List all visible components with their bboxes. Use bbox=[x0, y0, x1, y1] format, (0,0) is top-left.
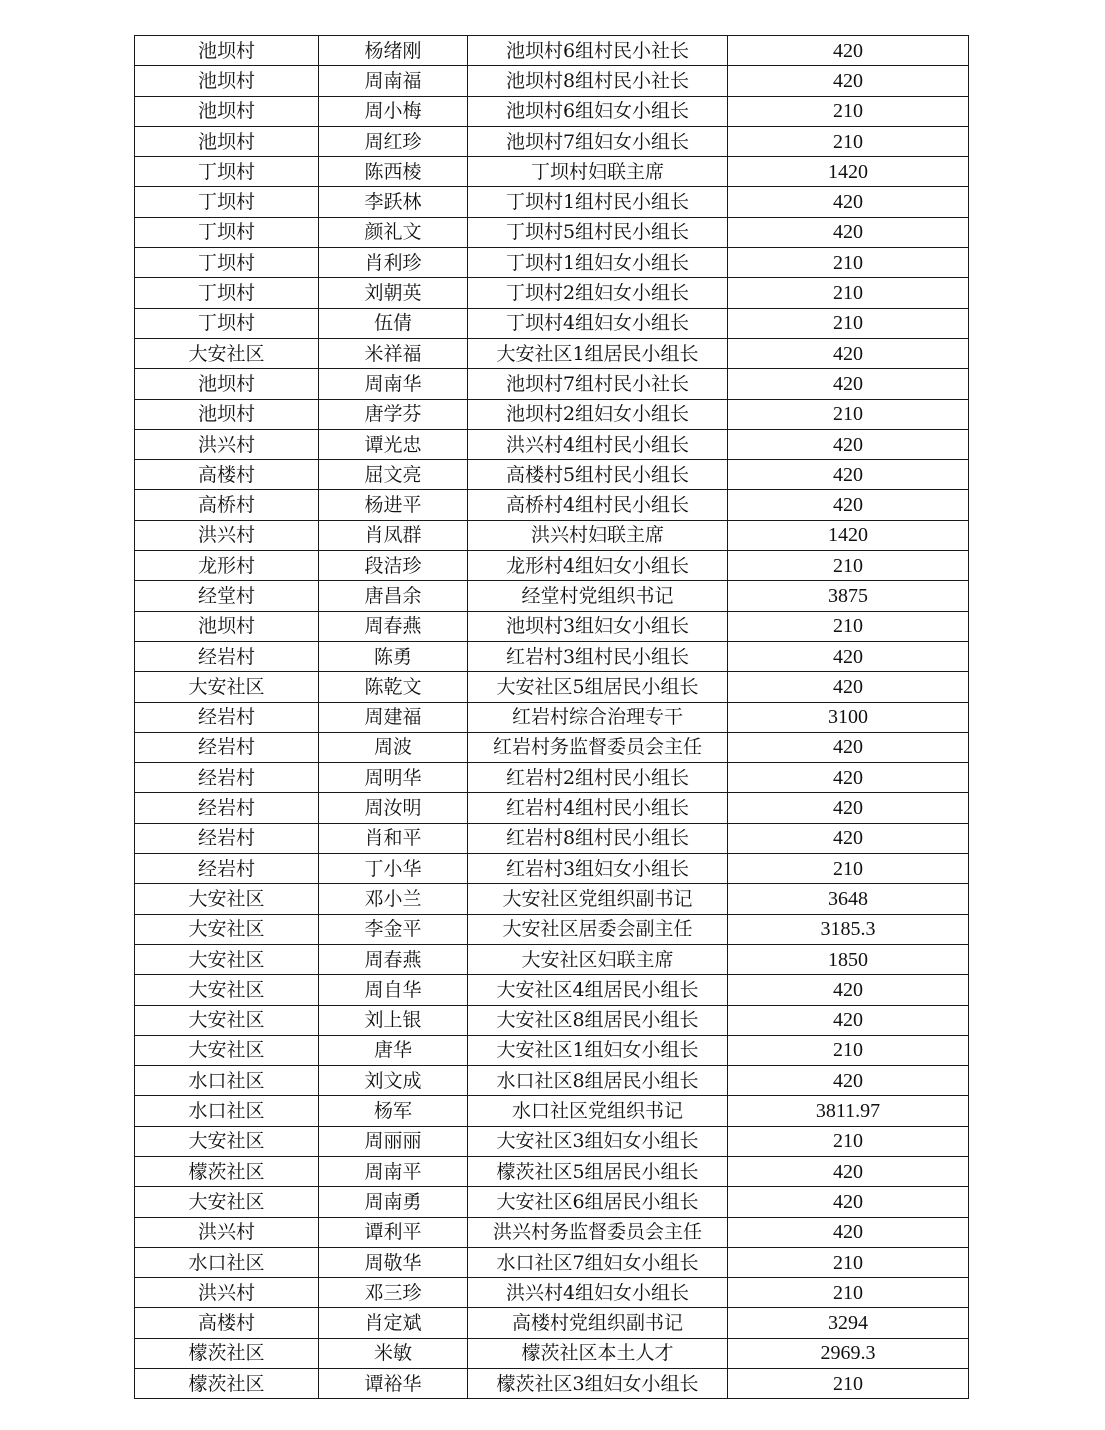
name-cell: 邓小兰 bbox=[319, 884, 468, 914]
name-cell: 刘文成 bbox=[319, 1066, 468, 1096]
village-cell: 经岩村 bbox=[135, 732, 319, 762]
name-cell: 丁小华 bbox=[319, 854, 468, 884]
village-cell: 经岩村 bbox=[135, 823, 319, 853]
amount-cell: 210 bbox=[728, 308, 969, 338]
village-cell: 经岩村 bbox=[135, 793, 319, 823]
name-cell: 唐华 bbox=[319, 1035, 468, 1065]
table-row bbox=[135, 460, 969, 490]
position-cell: 檬茨社区本土人才 bbox=[468, 1338, 728, 1368]
position-cell: 檬茨社区5组居民小组长 bbox=[468, 1156, 728, 1186]
position-cell: 红岩村4组村民小组长 bbox=[468, 793, 728, 823]
village-cell: 经岩村 bbox=[135, 763, 319, 793]
village-cell: 丁坝村 bbox=[135, 308, 319, 338]
amount-cell: 210 bbox=[728, 399, 969, 429]
village-cell: 丁坝村 bbox=[135, 217, 319, 247]
position-cell: 红岩村8组村民小组长 bbox=[468, 823, 728, 853]
name-cell: 邓三珍 bbox=[319, 1278, 468, 1308]
position-cell: 大安社区党组织副书记 bbox=[468, 884, 728, 914]
table-row bbox=[135, 66, 969, 96]
position-cell: 大安社区居委会副主任 bbox=[468, 914, 728, 944]
village-cell: 洪兴村 bbox=[135, 1278, 319, 1308]
amount-cell: 210 bbox=[728, 1035, 969, 1065]
village-cell: 高桥村 bbox=[135, 490, 319, 520]
position-cell: 红岩村务监督委员会主任 bbox=[468, 732, 728, 762]
table-row bbox=[135, 248, 969, 278]
table-row bbox=[135, 914, 969, 944]
amount-cell: 2969.3 bbox=[728, 1338, 969, 1368]
position-cell: 丁坝村1组村民小组长 bbox=[468, 187, 728, 217]
amount-cell: 210 bbox=[728, 854, 969, 884]
name-cell: 周春燕 bbox=[319, 944, 468, 974]
name-cell: 肖利珍 bbox=[319, 248, 468, 278]
name-cell: 谭光忠 bbox=[319, 429, 468, 459]
table-row bbox=[135, 732, 969, 762]
position-cell: 大安社区3组妇女小组长 bbox=[468, 1126, 728, 1156]
position-cell: 池坝村7组妇女小组长 bbox=[468, 126, 728, 156]
position-cell: 红岩村3组妇女小组长 bbox=[468, 854, 728, 884]
amount-cell: 420 bbox=[728, 1187, 969, 1217]
village-cell: 檬茨社区 bbox=[135, 1338, 319, 1368]
name-cell: 肖凤群 bbox=[319, 520, 468, 550]
table-row bbox=[135, 823, 969, 853]
name-cell: 米祥福 bbox=[319, 338, 468, 368]
amount-cell: 1850 bbox=[728, 944, 969, 974]
village-cell: 池坝村 bbox=[135, 126, 319, 156]
amount-cell: 420 bbox=[728, 823, 969, 853]
village-cell: 经岩村 bbox=[135, 641, 319, 671]
table-row bbox=[135, 975, 969, 1005]
amount-cell: 420 bbox=[728, 429, 969, 459]
name-cell: 唐学芬 bbox=[319, 399, 468, 429]
village-cell: 大安社区 bbox=[135, 1187, 319, 1217]
village-cell: 大安社区 bbox=[135, 884, 319, 914]
table-row bbox=[135, 581, 969, 611]
amount-cell: 210 bbox=[728, 96, 969, 126]
village-cell: 池坝村 bbox=[135, 96, 319, 126]
village-cell: 大安社区 bbox=[135, 944, 319, 974]
position-cell: 池坝村6组妇女小组长 bbox=[468, 96, 728, 126]
table-row bbox=[135, 1217, 969, 1247]
position-cell: 池坝村2组妇女小组长 bbox=[468, 399, 728, 429]
name-cell: 陈乾文 bbox=[319, 672, 468, 702]
position-cell: 水口社区8组居民小组长 bbox=[468, 1066, 728, 1096]
village-cell: 洪兴村 bbox=[135, 429, 319, 459]
amount-cell: 210 bbox=[728, 248, 969, 278]
table-row bbox=[135, 399, 969, 429]
village-cell: 水口社区 bbox=[135, 1066, 319, 1096]
amount-cell: 3294 bbox=[728, 1308, 969, 1338]
name-cell: 陈勇 bbox=[319, 641, 468, 671]
position-cell: 池坝村3组妇女小组长 bbox=[468, 611, 728, 641]
amount-cell: 420 bbox=[728, 1217, 969, 1247]
name-cell: 周自华 bbox=[319, 975, 468, 1005]
table-row bbox=[135, 763, 969, 793]
position-cell: 洪兴村4组村民小组长 bbox=[468, 429, 728, 459]
position-cell: 丁坝村5组村民小组长 bbox=[468, 217, 728, 247]
name-cell: 李金平 bbox=[319, 914, 468, 944]
name-cell: 杨进平 bbox=[319, 490, 468, 520]
position-cell: 经堂村党组织书记 bbox=[468, 581, 728, 611]
roster-table-body bbox=[135, 36, 969, 1399]
village-cell: 大安社区 bbox=[135, 1005, 319, 1035]
name-cell: 周汝明 bbox=[319, 793, 468, 823]
village-cell: 丁坝村 bbox=[135, 278, 319, 308]
amount-cell: 3648 bbox=[728, 884, 969, 914]
table-row bbox=[135, 96, 969, 126]
position-cell: 丁坝村妇联主席 bbox=[468, 157, 728, 187]
table-row bbox=[135, 1096, 969, 1126]
table-row bbox=[135, 641, 969, 671]
roster-table bbox=[134, 35, 969, 1399]
name-cell: 肖定斌 bbox=[319, 1308, 468, 1338]
table-row bbox=[135, 672, 969, 702]
name-cell: 周波 bbox=[319, 732, 468, 762]
amount-cell: 420 bbox=[728, 338, 969, 368]
name-cell: 周春燕 bbox=[319, 611, 468, 641]
position-cell: 池坝村7组村民小社长 bbox=[468, 369, 728, 399]
village-cell: 洪兴村 bbox=[135, 1217, 319, 1247]
amount-cell: 420 bbox=[728, 641, 969, 671]
position-cell: 大安社区1组居民小组长 bbox=[468, 338, 728, 368]
amount-cell: 420 bbox=[728, 460, 969, 490]
amount-cell: 420 bbox=[728, 1005, 969, 1035]
position-cell: 檬茨社区3组妇女小组长 bbox=[468, 1369, 728, 1399]
village-cell: 池坝村 bbox=[135, 369, 319, 399]
amount-cell: 420 bbox=[728, 1156, 969, 1186]
name-cell: 刘上银 bbox=[319, 1005, 468, 1035]
position-cell: 红岩村综合治理专干 bbox=[468, 702, 728, 732]
table-row bbox=[135, 1035, 969, 1065]
village-cell: 池坝村 bbox=[135, 399, 319, 429]
position-cell: 高楼村5组村民小组长 bbox=[468, 460, 728, 490]
amount-cell: 420 bbox=[728, 36, 969, 66]
village-cell: 大安社区 bbox=[135, 914, 319, 944]
amount-cell: 1420 bbox=[728, 157, 969, 187]
table-row bbox=[135, 793, 969, 823]
table-row bbox=[135, 1126, 969, 1156]
amount-cell: 420 bbox=[728, 66, 969, 96]
village-cell: 檬茨社区 bbox=[135, 1156, 319, 1186]
table-row bbox=[135, 1005, 969, 1035]
name-cell: 周南华 bbox=[319, 369, 468, 399]
amount-cell: 420 bbox=[728, 217, 969, 247]
amount-cell: 3100 bbox=[728, 702, 969, 732]
name-cell: 周南福 bbox=[319, 66, 468, 96]
amount-cell: 3185.3 bbox=[728, 914, 969, 944]
village-cell: 大安社区 bbox=[135, 975, 319, 1005]
position-cell: 大安社区6组居民小组长 bbox=[468, 1187, 728, 1217]
name-cell: 唐昌余 bbox=[319, 581, 468, 611]
village-cell: 檬茨社区 bbox=[135, 1369, 319, 1399]
village-cell: 水口社区 bbox=[135, 1247, 319, 1277]
name-cell: 周红珍 bbox=[319, 126, 468, 156]
table-row bbox=[135, 944, 969, 974]
amount-cell: 420 bbox=[728, 369, 969, 399]
table-row bbox=[135, 36, 969, 66]
village-cell: 高楼村 bbox=[135, 1308, 319, 1338]
amount-cell: 420 bbox=[728, 490, 969, 520]
position-cell: 水口社区7组妇女小组长 bbox=[468, 1247, 728, 1277]
village-cell: 经岩村 bbox=[135, 854, 319, 884]
amount-cell: 210 bbox=[728, 611, 969, 641]
table-row bbox=[135, 1278, 969, 1308]
position-cell: 池坝村8组村民小社长 bbox=[468, 66, 728, 96]
name-cell: 杨军 bbox=[319, 1096, 468, 1126]
position-cell: 大安社区妇联主席 bbox=[468, 944, 728, 974]
amount-cell: 210 bbox=[728, 1247, 969, 1277]
village-cell: 丁坝村 bbox=[135, 187, 319, 217]
table-row bbox=[135, 1338, 969, 1368]
position-cell: 红岩村3组村民小组长 bbox=[468, 641, 728, 671]
village-cell: 龙形村 bbox=[135, 551, 319, 581]
table-row bbox=[135, 278, 969, 308]
position-cell: 大安社区1组妇女小组长 bbox=[468, 1035, 728, 1065]
name-cell: 杨绪刚 bbox=[319, 36, 468, 66]
amount-cell: 420 bbox=[728, 732, 969, 762]
village-cell: 大安社区 bbox=[135, 1126, 319, 1156]
table-row bbox=[135, 1247, 969, 1277]
table-row bbox=[135, 187, 969, 217]
name-cell: 谭裕华 bbox=[319, 1369, 468, 1399]
name-cell: 周明华 bbox=[319, 763, 468, 793]
amount-cell: 420 bbox=[728, 975, 969, 1005]
position-cell: 高桥村4组村民小组长 bbox=[468, 490, 728, 520]
name-cell: 周丽丽 bbox=[319, 1126, 468, 1156]
name-cell: 刘朝英 bbox=[319, 278, 468, 308]
table-row bbox=[135, 338, 969, 368]
position-cell: 丁坝村1组妇女小组长 bbox=[468, 248, 728, 278]
position-cell: 龙形村4组妇女小组长 bbox=[468, 551, 728, 581]
name-cell: 周敬华 bbox=[319, 1247, 468, 1277]
position-cell: 高楼村党组织副书记 bbox=[468, 1308, 728, 1338]
village-cell: 高楼村 bbox=[135, 460, 319, 490]
village-cell: 丁坝村 bbox=[135, 248, 319, 278]
position-cell: 洪兴村4组妇女小组长 bbox=[468, 1278, 728, 1308]
amount-cell: 210 bbox=[728, 1126, 969, 1156]
position-cell: 洪兴村务监督委员会主任 bbox=[468, 1217, 728, 1247]
amount-cell: 210 bbox=[728, 1369, 969, 1399]
amount-cell: 210 bbox=[728, 126, 969, 156]
name-cell: 肖和平 bbox=[319, 823, 468, 853]
table-row bbox=[135, 854, 969, 884]
table-row bbox=[135, 1156, 969, 1186]
table-row bbox=[135, 702, 969, 732]
position-cell: 大安社区5组居民小组长 bbox=[468, 672, 728, 702]
table-row bbox=[135, 551, 969, 581]
table-row bbox=[135, 1369, 969, 1399]
amount-cell: 210 bbox=[728, 551, 969, 581]
position-cell: 红岩村2组村民小组长 bbox=[468, 763, 728, 793]
amount-cell: 1420 bbox=[728, 520, 969, 550]
amount-cell: 210 bbox=[728, 278, 969, 308]
village-cell: 洪兴村 bbox=[135, 520, 319, 550]
table-row bbox=[135, 1308, 969, 1338]
village-cell: 大安社区 bbox=[135, 338, 319, 368]
position-cell: 大安社区8组居民小组长 bbox=[468, 1005, 728, 1035]
village-cell: 丁坝村 bbox=[135, 157, 319, 187]
table-row bbox=[135, 520, 969, 550]
amount-cell: 210 bbox=[728, 1278, 969, 1308]
village-cell: 水口社区 bbox=[135, 1096, 319, 1126]
name-cell: 屈文亮 bbox=[319, 460, 468, 490]
table-row bbox=[135, 1066, 969, 1096]
table-row bbox=[135, 308, 969, 338]
position-cell: 水口社区党组织书记 bbox=[468, 1096, 728, 1126]
name-cell: 周南勇 bbox=[319, 1187, 468, 1217]
amount-cell: 3875 bbox=[728, 581, 969, 611]
table-row bbox=[135, 884, 969, 914]
name-cell: 段洁珍 bbox=[319, 551, 468, 581]
name-cell: 伍倩 bbox=[319, 308, 468, 338]
village-cell: 经堂村 bbox=[135, 581, 319, 611]
table-row bbox=[135, 490, 969, 520]
amount-cell: 3811.97 bbox=[728, 1096, 969, 1126]
position-cell: 池坝村6组村民小社长 bbox=[468, 36, 728, 66]
table-row bbox=[135, 611, 969, 641]
amount-cell: 420 bbox=[728, 187, 969, 217]
name-cell: 米敏 bbox=[319, 1338, 468, 1368]
village-cell: 池坝村 bbox=[135, 66, 319, 96]
name-cell: 颜礼文 bbox=[319, 217, 468, 247]
amount-cell: 420 bbox=[728, 763, 969, 793]
table-row bbox=[135, 126, 969, 156]
amount-cell: 420 bbox=[728, 672, 969, 702]
position-cell: 丁坝村2组妇女小组长 bbox=[468, 278, 728, 308]
table-row bbox=[135, 217, 969, 247]
village-cell: 经岩村 bbox=[135, 702, 319, 732]
position-cell: 丁坝村4组妇女小组长 bbox=[468, 308, 728, 338]
table-row bbox=[135, 429, 969, 459]
position-cell: 洪兴村妇联主席 bbox=[468, 520, 728, 550]
table-row bbox=[135, 369, 969, 399]
name-cell: 周建福 bbox=[319, 702, 468, 732]
village-cell: 池坝村 bbox=[135, 36, 319, 66]
village-cell: 大安社区 bbox=[135, 1035, 319, 1065]
position-cell: 大安社区4组居民小组长 bbox=[468, 975, 728, 1005]
amount-cell: 420 bbox=[728, 1066, 969, 1096]
village-cell: 池坝村 bbox=[135, 611, 319, 641]
name-cell: 陈西棱 bbox=[319, 157, 468, 187]
village-cell: 大安社区 bbox=[135, 672, 319, 702]
name-cell: 谭利平 bbox=[319, 1217, 468, 1247]
name-cell: 周小梅 bbox=[319, 96, 468, 126]
table-row bbox=[135, 157, 969, 187]
amount-cell: 420 bbox=[728, 793, 969, 823]
name-cell: 周南平 bbox=[319, 1156, 468, 1186]
name-cell: 李跃林 bbox=[319, 187, 468, 217]
table-row bbox=[135, 1187, 969, 1217]
